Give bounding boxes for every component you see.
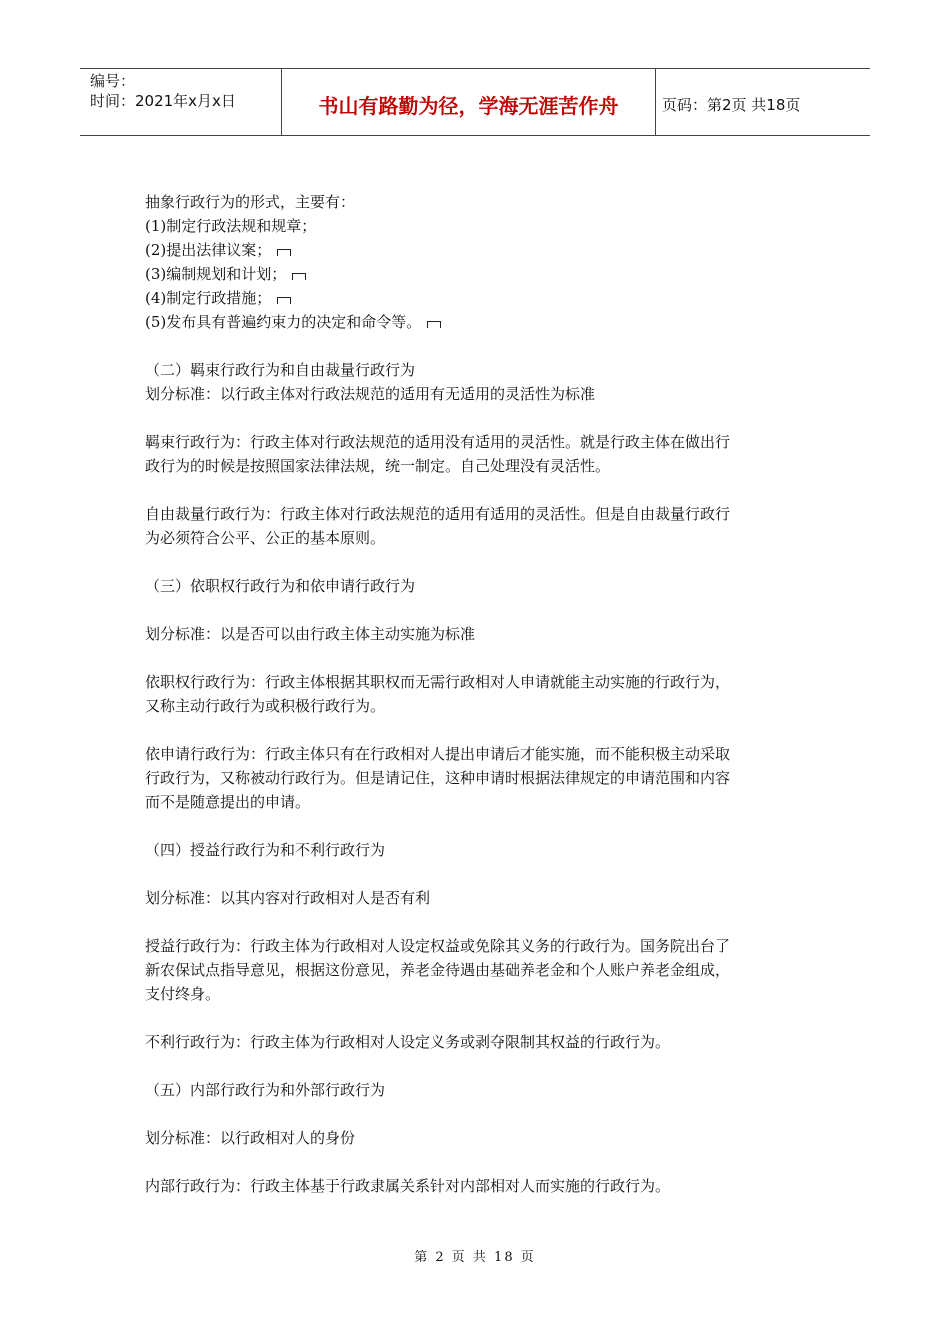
body-line: 支付终身。 xyxy=(145,985,221,1003)
spacer xyxy=(145,1150,815,1174)
spacer xyxy=(145,406,815,430)
spacer xyxy=(145,862,815,886)
body-line: 抽象行政行为的形式，主要有： xyxy=(145,193,356,211)
body-line: 新农保试点指导意见，根据这份意见，养老金待遇由基础养老金和个人账户养老金组成， xyxy=(145,961,731,979)
body-line: 依职权行政行为：行政主体根据其职权而无需行政相对人申请就能主动实施的行政行为， xyxy=(145,673,731,691)
spacer xyxy=(145,814,815,838)
body-line: 为必须符合公平、公正的基本原则。 xyxy=(145,529,386,547)
section-heading: （三）依职权行政行为和依申请行政行为 xyxy=(145,577,416,595)
section-heading: （四）授益行政行为和不利行政行为 xyxy=(145,841,386,859)
body-line: 行政行为，又称被动行政行为。但是请记住，这种申请时根据法律规定的申请范围和内容 xyxy=(145,769,731,787)
body-line: 授益行政行为：行政主体为行政相对人设定权益或免除其义务的行政行为。国务院出台了 xyxy=(145,937,731,955)
body-line: 划分标准：以行政相对人的身份 xyxy=(145,1129,356,1147)
spacer xyxy=(145,550,815,574)
spacer xyxy=(145,1006,815,1030)
paragraph-mark-icon xyxy=(292,273,306,280)
header-motto: 书山有路勤为径，学海无涯苦作舟 xyxy=(282,69,656,135)
spacer xyxy=(145,598,815,622)
body-line: (4)制定行政措施； xyxy=(145,286,815,310)
header-number-label: 编号： xyxy=(90,72,136,90)
body-line: 划分标准：以行政主体对行政法规范的适用有无适用的灵活性为标准 xyxy=(145,385,596,403)
spacer xyxy=(145,718,815,742)
body-line: 自由裁量行政行为：行政主体对行政法规范的适用有适用的灵活性。但是自由裁量行政行 xyxy=(145,505,731,523)
body-line: (1)制定行政法规和规章； xyxy=(145,217,317,235)
body-line: 羁束行政行为：行政主体对行政法规范的适用没有适用的灵活性。就是行政主体在做出行 xyxy=(145,433,731,451)
body-line: 又称主动行政行为或积极行政行为。 xyxy=(145,697,386,715)
body-line: 政行为的时候是按照国家法律法规，统一制定。自己处理没有灵活性。 xyxy=(145,457,611,475)
spacer xyxy=(145,478,815,502)
body-line: 内部行政行为：行政主体基于行政隶属关系针对内部相对人而实施的行政行为。 xyxy=(145,1177,671,1195)
paragraph-mark-icon xyxy=(277,297,291,304)
body-line: 不利行政行为：行政主体为行政相对人设定义务或剥夺限制其权益的行政行为。 xyxy=(145,1033,671,1051)
page-footer: 第 2 页 共 18 页 xyxy=(414,1250,536,1265)
page-header xyxy=(80,68,870,136)
spacer xyxy=(145,646,815,670)
section-heading: （五）内部行政行为和外部行政行为 xyxy=(145,1081,386,1099)
body-line: 划分标准：以是否可以由行政主体主动实施为标准 xyxy=(145,625,476,643)
spacer xyxy=(145,1054,815,1078)
spacer xyxy=(145,910,815,934)
header-date-label: 时间：2021年x月x日 xyxy=(90,92,236,110)
paragraph-mark-icon xyxy=(427,321,441,328)
header-page-info: 页码：第2页 共18页 xyxy=(662,95,801,114)
spacer xyxy=(145,1102,815,1126)
body-line: 依申请行政行为：行政主体只有在行政相对人提出申请后才能实施，而不能积极主动采取 xyxy=(145,745,731,763)
body-line: (2)提出法律议案； xyxy=(145,238,815,262)
body-line: 而不是随意提出的申请。 xyxy=(145,793,311,811)
body-line: (5)发布具有普遍约束力的决定和命令等。 xyxy=(145,310,815,334)
paragraph-mark-icon xyxy=(277,249,291,256)
document-body xyxy=(145,190,815,1198)
section-heading: （二）羁束行政行为和自由裁量行政行为 xyxy=(145,361,416,379)
header-meta xyxy=(80,69,282,135)
spacer xyxy=(145,334,815,358)
body-line: 划分标准：以其内容对行政相对人是否有利 xyxy=(145,889,431,907)
body-line: (3)编制规划和计划； xyxy=(145,262,815,286)
